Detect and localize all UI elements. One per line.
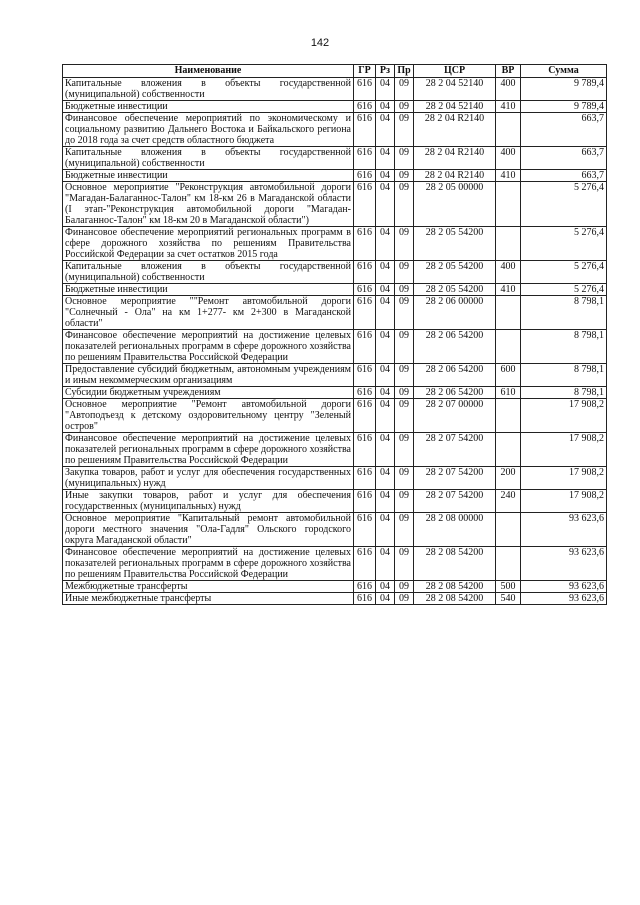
- cell-rz: 04: [376, 513, 395, 547]
- cell-gr: 616: [354, 593, 376, 605]
- cell-sum: 8 798,1: [521, 387, 607, 399]
- cell-sum: 5 276,4: [521, 284, 607, 296]
- table-row: [63, 182, 607, 227]
- cell-rz: 04: [376, 433, 395, 467]
- cell-vr: 200: [496, 467, 521, 490]
- cell-pr: 09: [395, 330, 414, 364]
- table-row: [63, 101, 607, 113]
- cell-vr: 400: [496, 147, 521, 170]
- cell-pr: 09: [395, 170, 414, 182]
- cell-sum: 8 798,1: [521, 330, 607, 364]
- budget-table: [62, 64, 607, 605]
- cell-sum: 5 276,4: [521, 261, 607, 284]
- cell-vr: [496, 399, 521, 433]
- cell-name: Основное мероприятие ""Ремонт автомобильной дороги "Солнечный - Ола" на км 1+277- км 2+300 в Магаданской области": [63, 296, 354, 330]
- table-row: [63, 147, 607, 170]
- cell-name: Иные межбюджетные трансферты: [63, 593, 354, 605]
- cell-name: Финансовое обеспечение мероприятий на достижение целевых показателей региональных программ в сфере дорожного хозяйства по решениям Правительства Российской Федерации: [63, 330, 354, 364]
- cell-name: Капитальные вложения в объекты государственной (муниципальной) собственности: [63, 78, 354, 101]
- cell-vr: 410: [496, 170, 521, 182]
- header-pr: Пр: [395, 65, 414, 78]
- cell-pr: 09: [395, 261, 414, 284]
- cell-sum: 17 908,2: [521, 490, 607, 513]
- cell-rz: 04: [376, 364, 395, 387]
- cell-gr: 616: [354, 113, 376, 147]
- cell-name: Бюджетные инвестиции: [63, 284, 354, 296]
- cell-csr: 28 2 06 54200: [414, 387, 496, 399]
- cell-vr: 600: [496, 364, 521, 387]
- cell-name: Основное мероприятие "Капитальный ремонт автомобильной дороги местного значения "Ола-Гадля" Ольского городского округа Магаданской области": [63, 513, 354, 547]
- cell-vr: 400: [496, 78, 521, 101]
- cell-csr: 28 2 07 54200: [414, 467, 496, 490]
- cell-rz: 04: [376, 593, 395, 605]
- cell-sum: 93 623,6: [521, 547, 607, 581]
- cell-vr: [496, 513, 521, 547]
- table-row: [63, 581, 607, 593]
- cell-csr: 28 2 08 00000: [414, 513, 496, 547]
- cell-sum: 663,7: [521, 113, 607, 147]
- cell-vr: 540: [496, 593, 521, 605]
- cell-vr: [496, 182, 521, 227]
- cell-sum: 17 908,2: [521, 399, 607, 433]
- cell-gr: 616: [354, 284, 376, 296]
- cell-sum: 93 623,6: [521, 513, 607, 547]
- cell-gr: 616: [354, 261, 376, 284]
- table-row: [63, 490, 607, 513]
- cell-rz: 04: [376, 467, 395, 490]
- header-vr: ВР: [496, 65, 521, 78]
- table-row: [63, 78, 607, 101]
- cell-rz: 04: [376, 170, 395, 182]
- table-row: [63, 170, 607, 182]
- cell-csr: 28 2 06 54200: [414, 330, 496, 364]
- cell-gr: 616: [354, 433, 376, 467]
- table-row: [63, 593, 607, 605]
- table-row: [63, 113, 607, 147]
- cell-rz: 04: [376, 581, 395, 593]
- cell-rz: 04: [376, 113, 395, 147]
- cell-name: Капитальные вложения в объекты государственной (муниципальной) собственности: [63, 261, 354, 284]
- cell-rz: 04: [376, 78, 395, 101]
- cell-csr: 28 2 05 54200: [414, 261, 496, 284]
- cell-rz: 04: [376, 182, 395, 227]
- cell-name: Финансовое обеспечение мероприятий по экономическому и социальному развитию Дальнего Востока и Байкальского региона до 2018 года за счет средств областного бюджета: [63, 113, 354, 147]
- cell-csr: 28 2 07 54200: [414, 433, 496, 467]
- table-row: [63, 284, 607, 296]
- cell-sum: 17 908,2: [521, 467, 607, 490]
- cell-gr: 616: [354, 399, 376, 433]
- header-sum: Сумма: [521, 65, 607, 78]
- cell-name: Финансовое обеспечение мероприятий на достижение целевых показателей региональных программ в сфере дорожного хозяйства по решениям Правительства Российской Федерации: [63, 547, 354, 581]
- cell-sum: 5 276,4: [521, 182, 607, 227]
- cell-rz: 04: [376, 330, 395, 364]
- cell-csr: 28 2 05 00000: [414, 182, 496, 227]
- cell-name: Субсидии бюджетным учреждениям: [63, 387, 354, 399]
- cell-pr: 09: [395, 593, 414, 605]
- table-row: [63, 513, 607, 547]
- cell-vr: 410: [496, 284, 521, 296]
- cell-gr: 616: [354, 330, 376, 364]
- table-row: [63, 399, 607, 433]
- cell-pr: 09: [395, 364, 414, 387]
- cell-gr: 616: [354, 581, 376, 593]
- table-row: [63, 387, 607, 399]
- cell-csr: 28 2 07 54200: [414, 490, 496, 513]
- cell-csr: 28 2 04 R2140: [414, 170, 496, 182]
- cell-csr: 28 2 05 54200: [414, 227, 496, 261]
- cell-vr: 610: [496, 387, 521, 399]
- cell-rz: 04: [376, 101, 395, 113]
- cell-pr: 09: [395, 547, 414, 581]
- cell-sum: 17 908,2: [521, 433, 607, 467]
- cell-name: Бюджетные инвестиции: [63, 101, 354, 113]
- table-row: [63, 296, 607, 330]
- cell-pr: 09: [395, 182, 414, 227]
- cell-csr: 28 2 04 R2140: [414, 147, 496, 170]
- cell-name: Основное мероприятие "Реконструкция автомобильной дороги "Магадан-Балаганнос-Талон" км 18-км 26 в Магаданской области (I этап-"Реконструкция автомобильной дороги "Магадан-Балаганнос-Талон" км 18-км 20 в Магаданской области"): [63, 182, 354, 227]
- cell-rz: 04: [376, 261, 395, 284]
- page-number: 142: [310, 37, 330, 49]
- cell-pr: 09: [395, 284, 414, 296]
- cell-csr: 28 2 08 54200: [414, 547, 496, 581]
- table-row: [63, 330, 607, 364]
- cell-name: Закупка товаров, работ и услуг для обеспечения государственных (муниципальных) нужд: [63, 467, 354, 490]
- cell-sum: 8 798,1: [521, 296, 607, 330]
- cell-pr: 09: [395, 296, 414, 330]
- cell-pr: 09: [395, 581, 414, 593]
- cell-rz: 04: [376, 296, 395, 330]
- cell-sum: 9 789,4: [521, 78, 607, 101]
- header-gr: ГР: [354, 65, 376, 78]
- header-rz: Рз: [376, 65, 395, 78]
- cell-sum: 9 789,4: [521, 101, 607, 113]
- cell-name: Финансовое обеспечение мероприятий на достижение целевых показателей региональных программ в сфере дорожного хозяйства по решениям Правительства Российской Федерации: [63, 433, 354, 467]
- cell-rz: 04: [376, 490, 395, 513]
- cell-vr: [496, 547, 521, 581]
- cell-gr: 616: [354, 513, 376, 547]
- cell-name: Финансовое обеспечение мероприятий региональных программ в сфере дорожного хозяйства по решениям Правительства Российской Федерации за счет остатков 2015 года: [63, 227, 354, 261]
- cell-pr: 09: [395, 399, 414, 433]
- table-row: [63, 467, 607, 490]
- cell-pr: 09: [395, 78, 414, 101]
- cell-vr: [496, 433, 521, 467]
- cell-vr: 240: [496, 490, 521, 513]
- cell-gr: 616: [354, 490, 376, 513]
- header-name: Наименование: [63, 65, 354, 78]
- table-row: [63, 547, 607, 581]
- cell-vr: [496, 227, 521, 261]
- cell-csr: 28 2 04 52140: [414, 78, 496, 101]
- table-header-row: [63, 65, 607, 78]
- cell-gr: 616: [354, 101, 376, 113]
- cell-gr: 616: [354, 364, 376, 387]
- table-row: [63, 433, 607, 467]
- cell-csr: 28 2 06 54200: [414, 364, 496, 387]
- cell-gr: 616: [354, 182, 376, 227]
- cell-pr: 09: [395, 513, 414, 547]
- cell-gr: 616: [354, 387, 376, 399]
- cell-rz: 04: [376, 147, 395, 170]
- cell-rz: 04: [376, 284, 395, 296]
- cell-vr: [496, 296, 521, 330]
- table-body: [63, 78, 607, 605]
- cell-rz: 04: [376, 227, 395, 261]
- cell-csr: 28 2 05 54200: [414, 284, 496, 296]
- cell-sum: 93 623,6: [521, 593, 607, 605]
- cell-name: Межбюджетные трансферты: [63, 581, 354, 593]
- cell-pr: 09: [395, 147, 414, 170]
- cell-rz: 04: [376, 387, 395, 399]
- cell-rz: 04: [376, 399, 395, 433]
- cell-csr: 28 2 04 52140: [414, 101, 496, 113]
- cell-vr: 410: [496, 101, 521, 113]
- cell-pr: 09: [395, 101, 414, 113]
- cell-name: Бюджетные инвестиции: [63, 170, 354, 182]
- cell-csr: 28 2 07 00000: [414, 399, 496, 433]
- cell-gr: 616: [354, 467, 376, 490]
- cell-vr: 500: [496, 581, 521, 593]
- cell-pr: 09: [395, 113, 414, 147]
- cell-vr: 400: [496, 261, 521, 284]
- cell-gr: 616: [354, 547, 376, 581]
- cell-pr: 09: [395, 433, 414, 467]
- cell-name: Основное мероприятие "Ремонт автомобильной дороги "Автоподъезд к детскому оздоровительному центру "Зеленый остров": [63, 399, 354, 433]
- cell-pr: 09: [395, 490, 414, 513]
- cell-pr: 09: [395, 387, 414, 399]
- cell-gr: 616: [354, 170, 376, 182]
- cell-csr: 28 2 08 54200: [414, 581, 496, 593]
- cell-sum: 8 798,1: [521, 364, 607, 387]
- cell-sum: 663,7: [521, 170, 607, 182]
- cell-csr: 28 2 06 00000: [414, 296, 496, 330]
- cell-gr: 616: [354, 78, 376, 101]
- cell-name: Капитальные вложения в объекты государственной (муниципальной) собственности: [63, 147, 354, 170]
- cell-vr: [496, 113, 521, 147]
- cell-sum: 5 276,4: [521, 227, 607, 261]
- table-row: [63, 261, 607, 284]
- cell-rz: 04: [376, 547, 395, 581]
- cell-vr: [496, 330, 521, 364]
- cell-name: Предоставление субсидий бюджетным, автономным учреждениям и иным некоммерческим организациям: [63, 364, 354, 387]
- cell-gr: 616: [354, 227, 376, 261]
- cell-pr: 09: [395, 467, 414, 490]
- table-row: [63, 364, 607, 387]
- table-row: [63, 227, 607, 261]
- cell-pr: 09: [395, 227, 414, 261]
- cell-csr: 28 2 04 R2140: [414, 113, 496, 147]
- header-csr: ЦСР: [414, 65, 496, 78]
- cell-name: Иные закупки товаров, работ и услуг для обеспечения государственных (муниципальных) нужд: [63, 490, 354, 513]
- cell-gr: 616: [354, 147, 376, 170]
- cell-sum: 93 623,6: [521, 581, 607, 593]
- cell-gr: 616: [354, 296, 376, 330]
- cell-csr: 28 2 08 54200: [414, 593, 496, 605]
- cell-sum: 663,7: [521, 147, 607, 170]
